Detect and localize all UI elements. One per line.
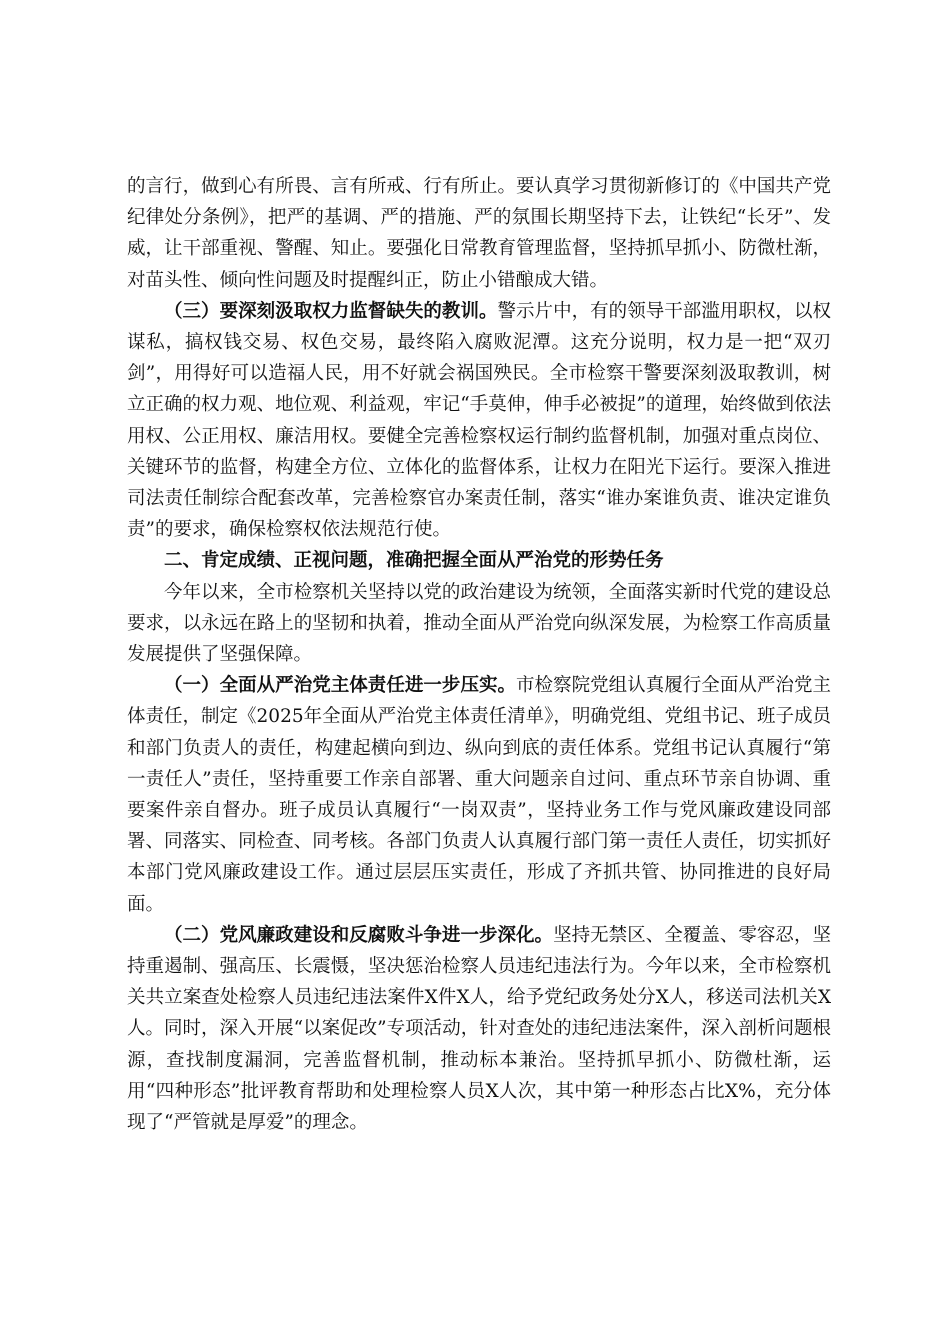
paragraph-text: 警示片中，有的领导干部滥用职权，以权谋私，搞权钱交易、权色交易，最终陷入腐败泥潭。这充分说明，权力是一把“双刃剑”，用得好可以造福人民，用不好就会祸国殃民。全市检察干警要深刻汲取教训，树立正确的权力观、地位观、利益观，牢记“手莫伸，伸手必被捉”的道理，始终做到依法用权、公正用权、廉洁用权。要健全完善检察权运行制约监督机制，加强对重点岗位、关键环节的监督，构建全方位、立体化的监督体系，让权力在阳光下运行。要深入推进司法责任制综合配套改革，完善检察官办案责任制，落实“谁办案谁负责、谁决定谁负责”的要求，确保检察权依法规范行使。 <box>127 300 831 541</box>
paragraph-text: 今年以来，全市检察机关坚持以党的政治建设为统领，全面落实新时代党的建设总要求，以永远在路上的坚韧和执着，推动全面从严治党向纵深发展，为检察工作高质量发展提供了坚强保障。 <box>127 581 831 666</box>
paragraph-text: 的言行，做到心有所畏、言有所戒、行有所止。要认真学习贯彻新修订的《中国共产党纪律处分条例》，把严的基调、严的措施、严的氛围长期坚持下去，让铁纪“长牙”、发威，让干部重视、警醒、知止。要强化日常教育管理监督，坚持抓早抓小、防微杜渐，对苗头性、倾向性问题及时提醒纠正，防止小错酿成大错。 <box>127 176 831 291</box>
paragraph-main-responsibility <box>127 670 831 920</box>
section-heading-2 <box>127 545 831 576</box>
paragraph-text: 坚持无禁区、全覆盖、零容忍，坚持重遏制、强高压、长震慑，坚决惩治检察人员违纪违法行为。今年以来，全市检察机关共立案查处检察人员违纪违法案件X件X人，给予党纪政务处分X人，移送司法机关X人。同时，深入开展“以案促改”专项活动，针对查处的违纪违法案件，深入剖析问题根源，查找制度漏洞，完善监督机制，推动标本兼治。坚持抓早抓小、防微杜渐，运用“四种形态”批评教育帮助和处理检察人员X人次，其中第一种形态占比X%，充分体现了“严管就是厚爱”的理念。 <box>127 924 831 1134</box>
subsection-heading: （一）全面从严治党主体责任进一步压实。 <box>164 675 517 697</box>
paragraph-power-supervision-lesson <box>127 296 831 546</box>
paragraph-continuation <box>127 171 831 296</box>
paragraph-text: 市检察院党组认真履行全面从严治党主体责任，制定《2025年全面从严治党主体责任清单》，明确党组、党组书记、班子成员和部门负责人的责任，构建起横向到边、纵向到底的责任体系。党组书记认真履行“第一责任人”责任，坚持重要工作亲自部署、重大问题亲自过问、重点环节亲自协调、重要案件亲自督办。班子成员认真履行“一岗双责”，坚持业务工作与党风廉政建设同部署、同落实、同检查、同考核。各部门负责人认真履行部门第一责任人责任，切实抓好本部门党风廉政建设工作。通过层层压实责任，形成了齐抓共管、协同推进的良好局面。 <box>127 675 831 915</box>
paragraph-anti-corruption <box>127 920 831 1138</box>
paragraph-intro <box>127 577 831 671</box>
subsection-heading: （三）要深刻汲取权力监督缺失的教训。 <box>164 300 498 322</box>
subsection-heading: （二）党风廉政建设和反腐败斗争进一步深化。 <box>164 924 554 946</box>
section-title: 二、肯定成绩、正视问题，准确把握全面从严治党的形势任务 <box>164 550 664 572</box>
document-body <box>127 171 831 1138</box>
